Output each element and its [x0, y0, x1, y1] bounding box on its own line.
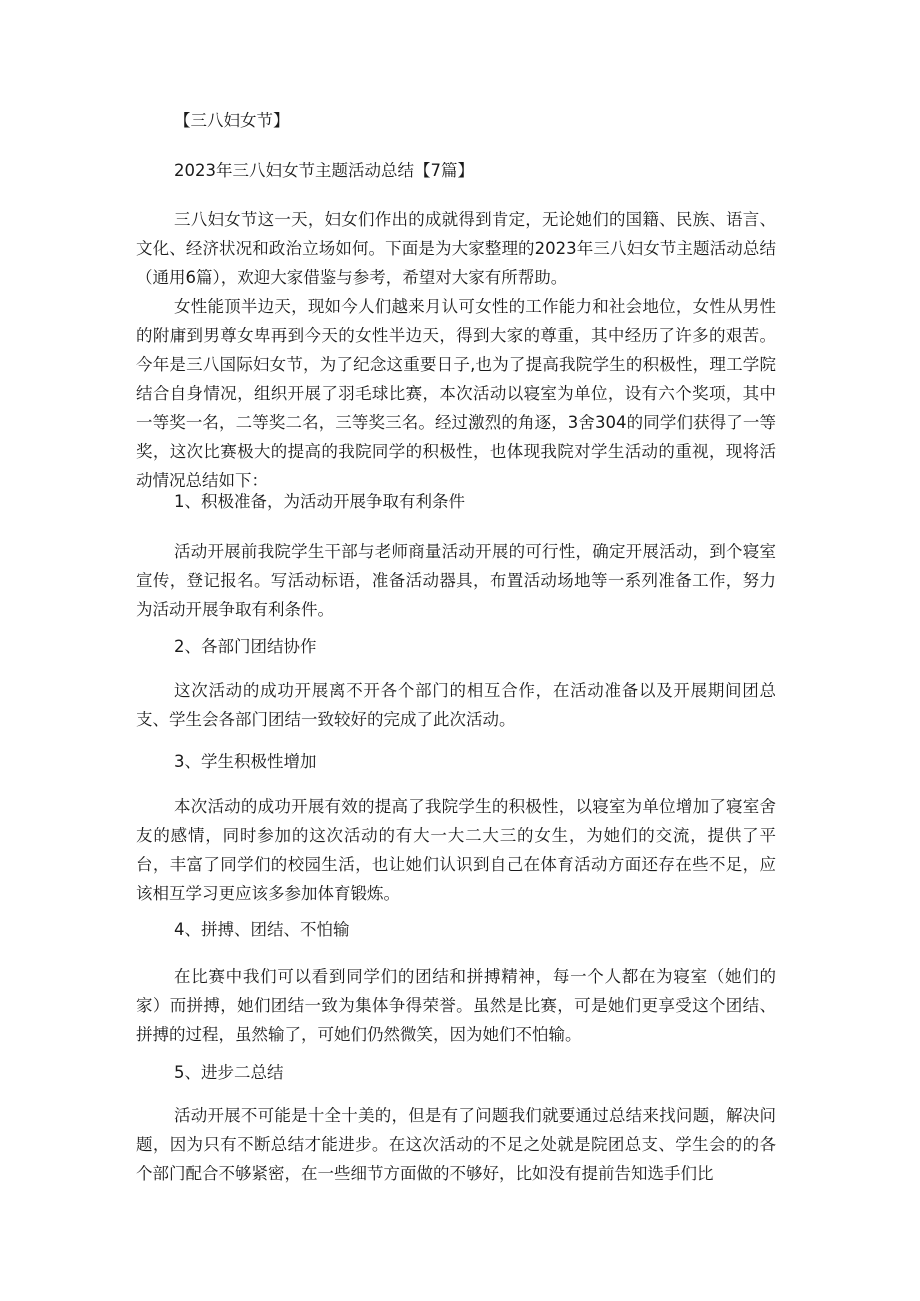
section-3-heading: 3、学生积极性增加: [174, 752, 317, 771]
section-2-heading: 2、各部门团结协作: [174, 637, 317, 656]
section-2-body: 这次活动的成功开展离不开各个部门的相互合作，在活动准备以及开展期间团总支、学生会各部门团结一致较好的完成了此次活动。: [136, 681, 776, 729]
section-3-body: 本次活动的成功开展有效的提高了我院学生的积极性，以寝室为单位增加了寝室舍友的感情，同时参加的这次活动的有大一大二大三的女生，为她们的交流，提供了平台，丰富了同学们的校园生活，也让她们认识到自己在体育活动方面还存在些不足，应该相互学习更应该多参加体育锻炼。: [136, 797, 776, 903]
section-5-heading: 5、进步二总结: [174, 1063, 284, 1082]
category-tag: 【三八妇女节】: [174, 111, 290, 130]
intro-paragraph: 三八妇女节这一天，妇女们作出的成就得到肯定，无论她们的国籍、民族、语言、文化、经济状况和政治立场如何。下面是为大家整理的2023年三八妇女节主题活动总结（通用6篇），欢迎大家借鉴与参考，希望对大家有所帮助。: [136, 210, 776, 287]
section-4-heading: 4、拼搏、团结、不怕输: [174, 920, 350, 939]
section-1-body: 活动开展前我院学生干部与老师商量活动开展的可行性，确定开展活动，到个寝室宣传，登记报名。写活动标语，准备活动器具，布置活动场地等一系列准备工作，努力为活动开展争取有利条件。: [136, 542, 776, 619]
body-paragraph-1: 女性能顶半边天，现如今人们越来月认可女性的工作能力和社会地位，女性从男性的附庸到男尊女卑再到今天的女性半边天，得到大家的尊重，其中经历了许多的艰苦。今年是三八国际妇女节，为了纪念这重要日子,也为了提高我院学生的积极性，理工学院结合自身情况，组织开展了羽毛球比赛，本次活动以寝室为单位，设有六个奖项，其中一等奖一名，二等奖二名，三等奖三名。经过激烈的角逐，3舍304的同学们获得了一等奖，这次比赛极大的提高的我院同学的积极性，也体现我院对学生活动的重视，现将活动情况总结如下：: [136, 297, 776, 490]
section-5-body: 活动开展不可能是十全十美的，但是有了问题我们就要通过总结来找问题，解决问题，因为只有不断总结才能进步。在这次活动的不足之处就是院团总支、学生会的的各个部门配合不够紧密，在一些细节方面做的不够好，比如没有提前告知选手们比: [136, 1106, 776, 1183]
section-4-body: 在比赛中我们可以看到同学们的团结和拼搏精神，每一个人都在为寝室（她们的家）而拼搏，她们团结一致为集体争得荣誉。虽然是比赛，可是她们更享受这个团结、拼搏的过程，虽然输了，可她们仍然微笑，因为她们不怕输。: [136, 967, 776, 1044]
section-1-heading: 1、积极准备，为活动开展争取有利条件: [174, 492, 465, 511]
document-title: 2023年三八妇女节主题活动总结【7篇】: [174, 161, 474, 180]
